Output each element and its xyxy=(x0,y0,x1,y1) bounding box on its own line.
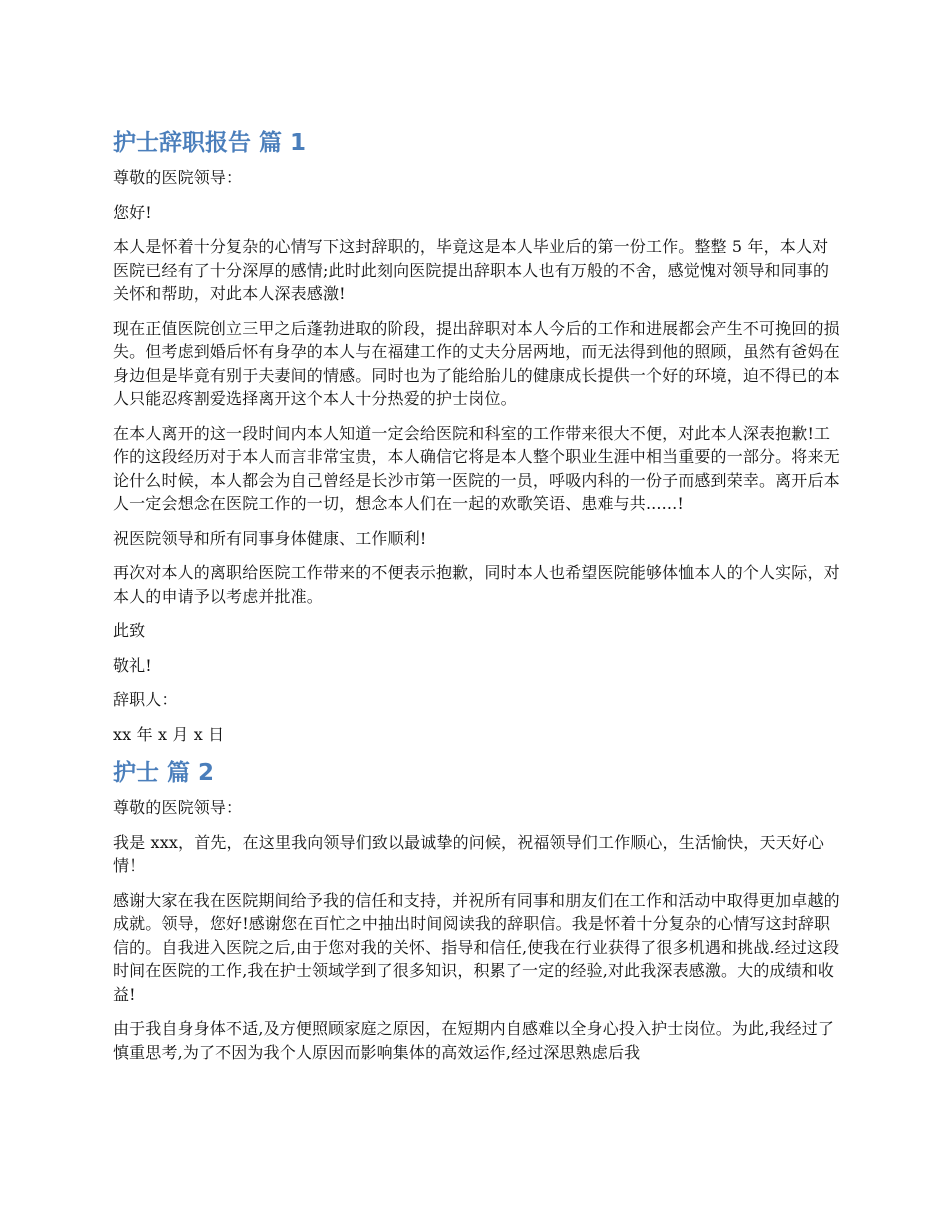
body-paragraph: 由于我自身身体不适,及方便照顾家庭之原因，在短期内自感难以全身心投入护士岗位。为此,我经过了慎重思考,为了不因为我个人原因而影响集体的高效运作,经过深思熟虑后我 xyxy=(113,1019,835,1062)
section-2-title: 护士 篇 2 xyxy=(113,760,215,786)
wishes-paragraph: 祝医院领导和所有同事身体健康、工作顺利! xyxy=(113,528,427,548)
salutation: 尊敬的医院领导： xyxy=(113,798,243,817)
signature-label: 辞职人： xyxy=(113,690,178,709)
section-1-title: 护士辞职报告 篇 1 xyxy=(113,130,307,156)
closing-line: 此致 xyxy=(113,621,146,640)
body-paragraph: 本人是怀着十分复杂的心情写下这封辞职的，毕竟这是本人毕业后的第一份工作。整整 5 年，本人对医院已经有了十分深厚的感情;此时此刻向医院提出辞职本人也有万般的不舍，感觉愧对领导和同事的关怀和帮助，对此本人深表感激! xyxy=(113,237,830,303)
salutation: 尊敬的医院领导： xyxy=(113,168,243,187)
greeting: 您好! xyxy=(113,202,152,222)
body-paragraph: 感谢大家在我在医院期间给予我的信任和支持，并祝所有同事和朋友们在工作和活动中取得更加卓越的成就。领导，您好!感谢您在百忙之中抽出时间阅读我的辞职信。我是怀着十分复杂的心情写这封辞职信的。自我进入医院之后,由于您对我的关怀、指导和信任,使我在行业获得了很多机遇和挑战.经过这段时间在医院的工作,我在护士领域学到了很多知识，积累了一定的经验,对此我深表感激。大的成绩和收益! xyxy=(113,890,840,1004)
body-paragraph: 现在正值医院创立三甲之后蓬勃进取的阶段，提出辞职对本人今后的工作和进展都会产生不可挽回的损失。但考虑到婚后怀有身孕的本人与在福建工作的丈夫分居两地，而无法得到他的照顾，虽然有爸妈在身边但是毕竟有别于夫妻间的情感。同时也为了能给胎儿的健康成长提供一个好的环境，迫不得已的本人只能忍疼割爱选择离开这个本人十分热爱的护士岗位。 xyxy=(113,318,840,408)
document-page xyxy=(113,118,841,1075)
body-paragraph: 再次对本人的离职给医院工作带来的不便表示抱歉，同时本人也希望医院能够体恤本人的个人实际，对本人的申请予以考虑并批准。 xyxy=(113,563,840,606)
date-line: xx 年 x 月 x 日 xyxy=(113,724,225,744)
body-paragraph: 我是 xxx，首先，在这里我向领导们致以最诚挚的问候，祝福领导们工作顺心，生活愉快，天天好心情！ xyxy=(113,832,825,875)
closing-salute: 敬礼! xyxy=(113,655,152,675)
body-paragraph: 在本人离开的这一段时间内本人知道一定会给医院和科室的工作带来很大不便，对此本人深表抱歉!工作的这段经历对于本人而言非常宝贵，本人确信它将是本人整个职业生涯中相当重要的一部分。将来无论什么时候，本人都会为自己曾经是长沙市第一医院的一员，呼吸内科的一份子而感到荣幸。离开后本人一定会想念在医院工作的一切，想念本人们在一起的欢歌笑语、患难与共......! xyxy=(113,423,840,513)
